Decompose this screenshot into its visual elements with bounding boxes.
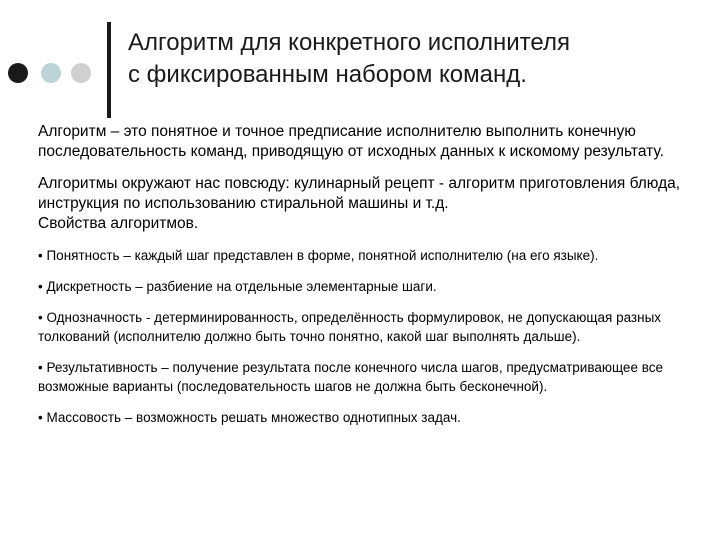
examples-paragraph: Алгоритмы окружают нас повсюду: кулинарный рецепт - алгоритм приготовления блюда, инструкция по использованию стиральной машины и т.д. [38, 175, 681, 212]
slide-body [38, 122, 698, 439]
gray-dot-icon [71, 63, 91, 83]
bullet-unambiguity: • Однозначность - детерминированность, определённость формулировок, не допускающая разных толкований (исполнителю должно быть точно понятно, какой шаг выполнять дальше). [38, 310, 662, 344]
bullet-discreteness: • Дискретность – разбиение на отдельные элементарные шаги. [38, 279, 437, 294]
properties-heading: Свойства алгоритмов. [38, 215, 199, 232]
decorative-dots [8, 63, 98, 83]
definition-paragraph: Алгоритм – это понятное и точное предписание исполнителю выполнить конечную последовательность команд, приводящую от исходных данных к искомому результату. [38, 123, 664, 160]
bullet-understandability: • Понятность – каждый шаг представлен в форме, понятной исполнителю (на его языке). [38, 248, 599, 263]
bullet-effectiveness: • Результативность – получение результата после конечного числа шагов, предусматривающее все возможные варианты (последовательность шагов не должна быть бесконечной). [38, 360, 663, 394]
title-divider [107, 22, 111, 118]
bullet-mass-character: • Массовость – возможность решать множество однотипных задач. [38, 410, 461, 425]
slide-title [128, 27, 708, 91]
dark-dot-icon [8, 63, 28, 83]
title-line-1: Алгоритм для конкретного исполнителя [128, 29, 570, 56]
title-line-2: с фиксированным набором команд. [128, 61, 527, 88]
teal-dot-icon [41, 63, 61, 83]
